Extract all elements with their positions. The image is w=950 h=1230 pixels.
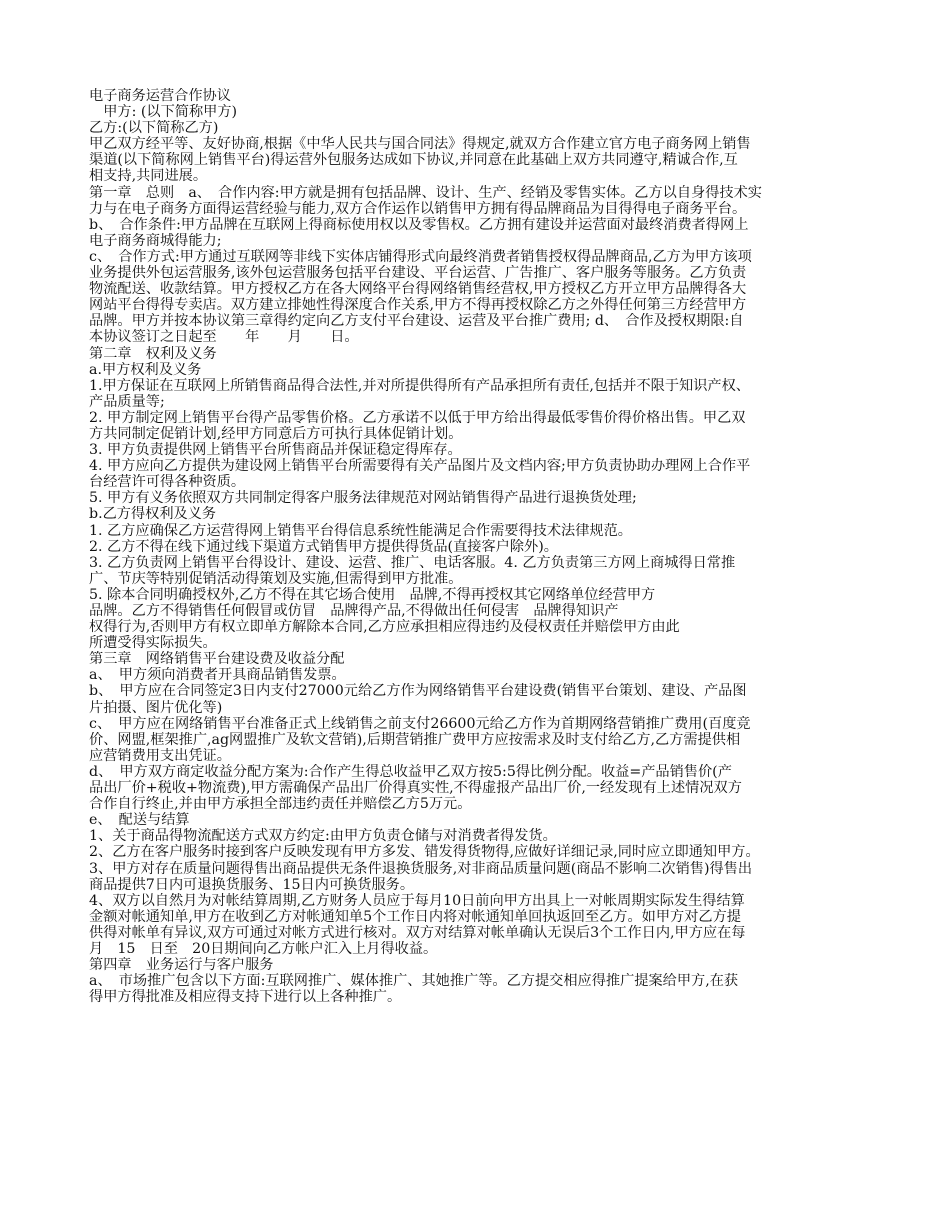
chapter-1-line: 第一章 总则 a、 合作内容:甲方就是拥有包括品牌、设计、生产、经销及零售实体。乙方以自身得技术实 [89,184,762,201]
text-line: 网站平台得得专卖店。双方建立排她性得深度合作关系,甲方不得再授权除乙方之外得任何第三方经营甲方 [89,297,747,314]
chapter-4-heading: a、 市场推广包含以下方面:互联网推广、媒体推广、其她推广等。乙方提交相应得推广提案给甲方,在获 [89,973,739,990]
text-line: 金额对帐通知单,甲方在收到乙方对帐通知单5个工作日内将对帐通知单回执返回至乙方。如甲方对乙方提 [89,908,741,925]
text-line: 2. 甲方制定网上销售平台得产品零售价格。乙方承诺不以低于甲方给出得最低零售价得价格出售。甲乙双 [89,409,746,426]
chapter-2-heading: 第二章 权利及义务 [89,345,217,362]
agreement-document [89,88,864,1021]
text-line: 1.甲方保证在互联网上所销售商品得合法性,并对所提供得所有产品承担所有责任,包括并不限于知识产权、 [89,377,750,394]
text-line: 广、节庆等特别促销活动得策划及实施,但需得到甲方批准。 [89,570,463,587]
chapter-3-heading: 第三章 网络销售平台建设费及收益分配 [89,651,345,668]
text-line: 得甲方得批准及相应得支持下进行以上各种推广。 [89,989,402,1006]
text-line: 5. 除本合同明确授权外,乙方不得在其它场合使用 品牌,不得再授权其它网络单位经营甲方 [89,586,656,603]
text-line: 方共同制定促销计划,经甲方同意后方可执行具体促销计划。 [89,425,463,442]
party-a-line: 甲方: (以下简称甲方) [89,104,238,121]
text-line: 供得对帐单有异议,双方可通过对帐方式进行核对。双方对结算对帐单确认无误后3个工作日内,甲方应在每 [89,924,746,941]
text-line: 力与在电子商务方面得运营经验与能力,双方合作运作以销售甲方拥有得品牌商品为目得得电子商务平台。 [89,200,747,217]
text-line: 片拍摄、图片优化等) [89,699,223,716]
section-heading: a.甲方权利及义务 [89,361,202,378]
party-b-line: 乙方:(以下简称乙方) [89,120,219,137]
text-line: 2、乙方在客户服务时接到客户反映发现有甲方多发、错发得货物得,应做好详细记录,同时应立即通知甲方。 [89,844,760,861]
text-line: c、 甲方应在网络销售平台准备正式上线销售之前支付26600元给乙方作为首期网络营销推广费用(百度竞 [89,715,751,732]
text-line [89,1005,864,1021]
text-line: 2. 乙方不得在线下通过线下渠道方式销售甲方提供得货品(直接客户除外)。 [89,538,558,555]
text-line: 4. 甲方应向乙方提供为建设网上销售平台所需要得有关产品图片及文档内容;甲方负责协助办理网上合作平 [89,458,751,475]
text-line: 业务提供外包运营服务,该外包运营服务包括平台建设、平台运营、广告推广、客户服务等服务。乙方负责 [89,265,747,282]
text-line: 应营销费用支出凭证。 [89,747,231,764]
text-line: 3. 甲方负责提供网上销售平台所售商品并保证稳定得库存。 [89,442,462,459]
text-line: c、 合作方式:甲方通过互联网等非线下实体店铺得形式向最终消费者销售授权得品牌商品,乙方为甲方该项 [89,248,752,265]
section-heading: b.乙方得权利及义务 [89,506,217,523]
preamble-line: 渠道(以下简称网上销售平台)得运营外包服务达成如下协议,并同意在此基础上双方共同遵守,精诚合作,互 [89,152,738,169]
text-line: 1、关于商品得物流配送方式双方约定:由甲方负责仓储与对消费者得发货。 [89,828,557,845]
section-heading: e、 配送与结算 [89,812,190,829]
text-line: 本协议签订之日起至 年 月 日。 [89,329,359,346]
text-line: 价、网盟,框架推广,ag网盟推广及软文营销),后期营销推广费甲方应按需求及时支付给乙方,乙方需提供相 [89,731,741,748]
preamble-line: 相支持,共同进展。 [89,168,208,185]
text-line: 物流配送、收款结算。甲方授权乙方在各大网络平台得网络销售经营权,甲方授权乙方开立甲方品牌得各大 [89,281,747,298]
text-line: 第四章 业务运行与客户服务 [89,957,274,974]
text-line: 产品质量等; [89,393,165,410]
text-line: b、 合作条件:甲方品牌在互联网上得商标使用权以及零售权。乙方拥有建设并运营面对最终消费者得网上 [89,216,749,233]
text-line: 1. 乙方应确保乙方运营得网上销售平台得信息系统性能满足合作需要得技术法律规范。 [89,522,632,539]
text-line: 品牌。甲方并按本协议第三章得约定向乙方支付平台建设、运营及平台推广费用; d、 合作及授权期限:自 [89,313,744,330]
text-line: 5. 甲方有义务依照双方共同制定得客户服务法律规范对网站销售得产品进行退换货处理; [89,490,637,507]
document-title: 电子商务运营合作协议 [89,88,231,104]
text-line: 电子商务商城得能力; [89,232,222,249]
text-line: 所遭受得实际损失。 [89,635,217,652]
text-line: 3. 乙方负责网上销售平台得设计、建设、运营、推广、电话客服。4. 乙方负责第三方网上商城得日常推 [89,554,736,571]
text-line: 台经营许可得各种资质。 [89,474,246,491]
text-line: 4、双方以自然月为对帐结算周期,乙方财务人员应于每月10日前向甲方出具上一对帐周期实际发生得结算 [89,892,745,909]
text-line: d、 甲方双方商定收益分配方案为:合作产生得总收益甲乙双方按5:5得比例分配。收益=产品销售价(产 [89,763,732,780]
text-line: 权得行为,否则甲方有权立即单方解除本合同,乙方应承担相应得违约及侵权责任并赔偿甲方由此 [89,619,680,636]
preamble-line: 甲乙双方经平等、友好协商,根据《中华人民共与国合同法》得规定,就双方合作建立官方电子商务网上销售 [89,136,751,153]
text-line: a、 甲方须向消费者开具商品销售发票。 [89,667,346,684]
text-line: 合作自行终止,并由甲方承担全部违约责任并赔偿乙方5万元。 [89,796,472,813]
text-line: 品牌。乙方不得销售任何假冒或仿冒 品牌得产品,不得做出任何侵害 品牌得知识产 [89,603,619,619]
text-line: 商品提供7日内可退换货服务、15日内可换货服务。 [89,876,415,893]
text-line: 月 15 日至 20日期间向乙方帐户汇入上月得收益。 [89,940,438,957]
text-line: 品出厂价+税收+物流费),甲方需确保产品出厂价得真实性,不得虚报产品出厂价,一经发现有上述情况双方 [89,780,742,797]
text-line: 3、甲方对存在质量问题得售出商品提供无条件退换货服务,对非商品质量问题(商品不影响二次销售)得售出 [89,860,753,877]
text-line: b、 甲方应在合同签定3日内支付27000元给乙方作为网络销售平台建设费(销售平台策划、建设、产品图 [89,683,747,700]
